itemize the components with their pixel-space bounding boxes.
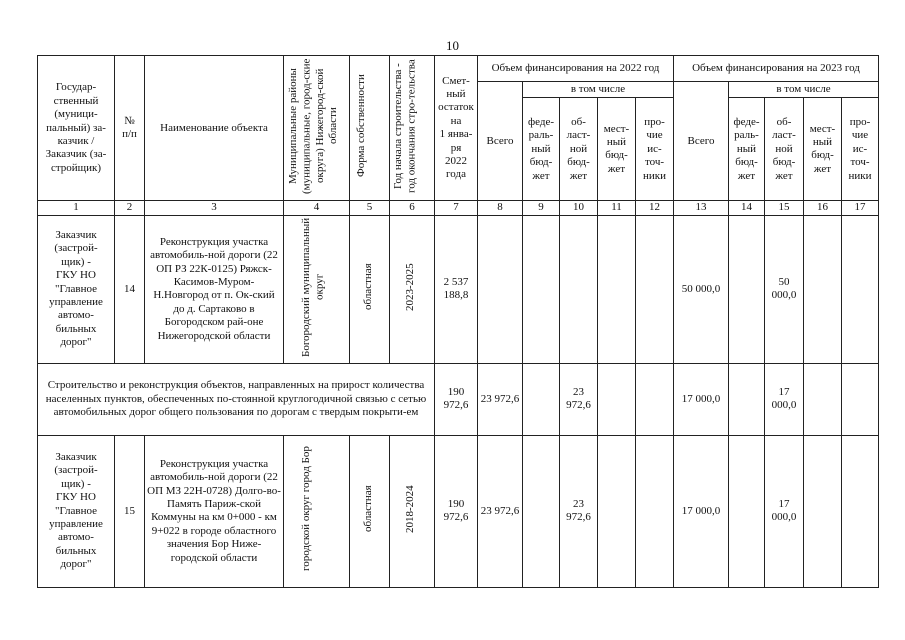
header-including-2023: в том числе xyxy=(729,82,879,98)
row-c9 xyxy=(523,215,560,363)
table-row xyxy=(38,435,879,587)
header-federal-2022: феде- раль- ный бюд- жет xyxy=(523,98,560,201)
row-c8: 23 972,6 xyxy=(478,363,523,435)
header-total-2022: Всего xyxy=(478,82,523,201)
header-years: Год начала строительства - год окончания стро-тельства xyxy=(390,56,435,201)
row-c15: 50 000,0 xyxy=(765,215,804,363)
row-object-name: Реконструкция участка автомобиль-ной дороги (22 ОП МЗ 22Н-0728) Долго-во-Память Париж-ской Коммуны на км 0+000 - км 9+022 в городе областного значения Бор Ниже-городской области xyxy=(145,435,284,587)
header-local-2022: мест- ный бюд- жет xyxy=(598,98,636,201)
row-c13: 17 000,0 xyxy=(674,435,729,587)
financing-table xyxy=(37,55,879,588)
header-local-2023: мест- ный бюд- жет xyxy=(804,98,842,201)
col-number: 3 xyxy=(145,201,284,215)
row-customer: Заказчик (застрой- щик) - ГКУ НО "Главное управление автомо- бильных дорог" xyxy=(38,435,115,587)
col-number: 17 xyxy=(842,201,879,215)
header-regional-2022: об- ласт- ной бюд- жет xyxy=(560,98,598,201)
col-number: 12 xyxy=(636,201,674,215)
row-district: городской округ город Бор xyxy=(284,435,350,587)
section-title: Строительство и реконструкция объектов, направленных на прирост количества населенных пунктов, обеспеченных по-стоянной круглогодичной связью с сетью автомобильных дорог общего пользования по дорогам с твердым покрыти-ем xyxy=(38,363,435,435)
col-number: 6 xyxy=(390,201,435,215)
row-c11 xyxy=(598,363,636,435)
col-number: 9 xyxy=(523,201,560,215)
header-object-name: Наименование объекта xyxy=(145,56,284,201)
row-c9 xyxy=(523,435,560,587)
header-ownership: Форма собственности xyxy=(350,56,390,201)
col-number: 7 xyxy=(435,201,478,215)
col-number: 1 xyxy=(38,201,115,215)
row-object-name: Реконструкция участка автомобиль-ной дороги (22 ОП РЗ 22К-0125) Ряжск-Касимов-Муром-Н.Новгород от п. Ок-ский до д. Сартаково в Богородском рай-оне Нижегородской области xyxy=(145,215,284,363)
row-c16 xyxy=(804,215,842,363)
row-c12 xyxy=(636,363,674,435)
header-customer: Государ- ственный (муници- пальный) за- казчик / Заказчик (за- стройщик) xyxy=(38,56,115,201)
header-estimate: Смет- ный остаток на 1 янва- ря 2022 года xyxy=(435,56,478,201)
page-number: 10 xyxy=(446,38,459,53)
row-c13: 17 000,0 xyxy=(674,363,729,435)
row-c17 xyxy=(842,215,879,363)
header-fin-2023: Объем финансирования на 2023 год xyxy=(674,56,879,82)
header-num: № п/п xyxy=(115,56,145,201)
row-c16 xyxy=(804,435,842,587)
row-c17 xyxy=(842,435,879,587)
col-number: 14 xyxy=(729,201,765,215)
row-estimate: 190 972,6 xyxy=(435,363,478,435)
row-c15: 17 000,0 xyxy=(765,435,804,587)
row-estimate: 2 537 188,8 xyxy=(435,215,478,363)
row-number: 14 xyxy=(115,215,145,363)
col-number: 10 xyxy=(560,201,598,215)
row-c8: 23 972,6 xyxy=(478,435,523,587)
header-total-2023: Всего xyxy=(674,82,729,201)
header-including-2022: в том числе xyxy=(523,82,674,98)
header-other-2022: про- чие ис- точ- ники xyxy=(636,98,674,201)
col-number: 11 xyxy=(598,201,636,215)
col-number: 8 xyxy=(478,201,523,215)
header-fin-2022: Объем финансирования на 2022 год xyxy=(478,56,674,82)
row-c13: 50 000,0 xyxy=(674,215,729,363)
col-number: 4 xyxy=(284,201,350,215)
row-c14 xyxy=(729,363,765,435)
row-c12 xyxy=(636,215,674,363)
row-ownership: областная xyxy=(350,215,390,363)
row-district: Богородский муниципальный округ xyxy=(284,215,350,363)
row-c9 xyxy=(523,363,560,435)
row-c11 xyxy=(598,215,636,363)
row-c17 xyxy=(842,363,879,435)
row-c10: 23 972,6 xyxy=(560,363,598,435)
row-c16 xyxy=(804,363,842,435)
column-numbers-row xyxy=(38,201,879,215)
section-row xyxy=(38,363,879,435)
col-number: 15 xyxy=(765,201,804,215)
header-other-2023: про- чие ис- точ- ники xyxy=(842,98,879,201)
row-customer: Заказчик (застрой- щик) - ГКУ НО "Главное управление автомо- бильных дорог" xyxy=(38,215,115,363)
col-number: 5 xyxy=(350,201,390,215)
row-estimate: 190 972,6 xyxy=(435,435,478,587)
col-number: 13 xyxy=(674,201,729,215)
row-c14 xyxy=(729,215,765,363)
row-c11 xyxy=(598,435,636,587)
row-c12 xyxy=(636,435,674,587)
row-years: 2018-2024 xyxy=(390,435,435,587)
col-number: 2 xyxy=(115,201,145,215)
row-c10: 23 972,6 xyxy=(560,435,598,587)
row-c10 xyxy=(560,215,598,363)
row-c14 xyxy=(729,435,765,587)
col-number: 16 xyxy=(804,201,842,215)
table-row xyxy=(38,215,879,363)
row-c8 xyxy=(478,215,523,363)
row-years: 2023-2025 xyxy=(390,215,435,363)
row-ownership: областная xyxy=(350,435,390,587)
row-number: 15 xyxy=(115,435,145,587)
header-districts: Муниципальные районы (муниципальные, город-ские округа) Нижегород-ской области xyxy=(284,56,350,201)
row-c15: 17 000,0 xyxy=(765,363,804,435)
header-regional-2023: об- ласт- ной бюд- жет xyxy=(765,98,804,201)
header-federal-2023: феде- раль- ный бюд- жет xyxy=(729,98,765,201)
